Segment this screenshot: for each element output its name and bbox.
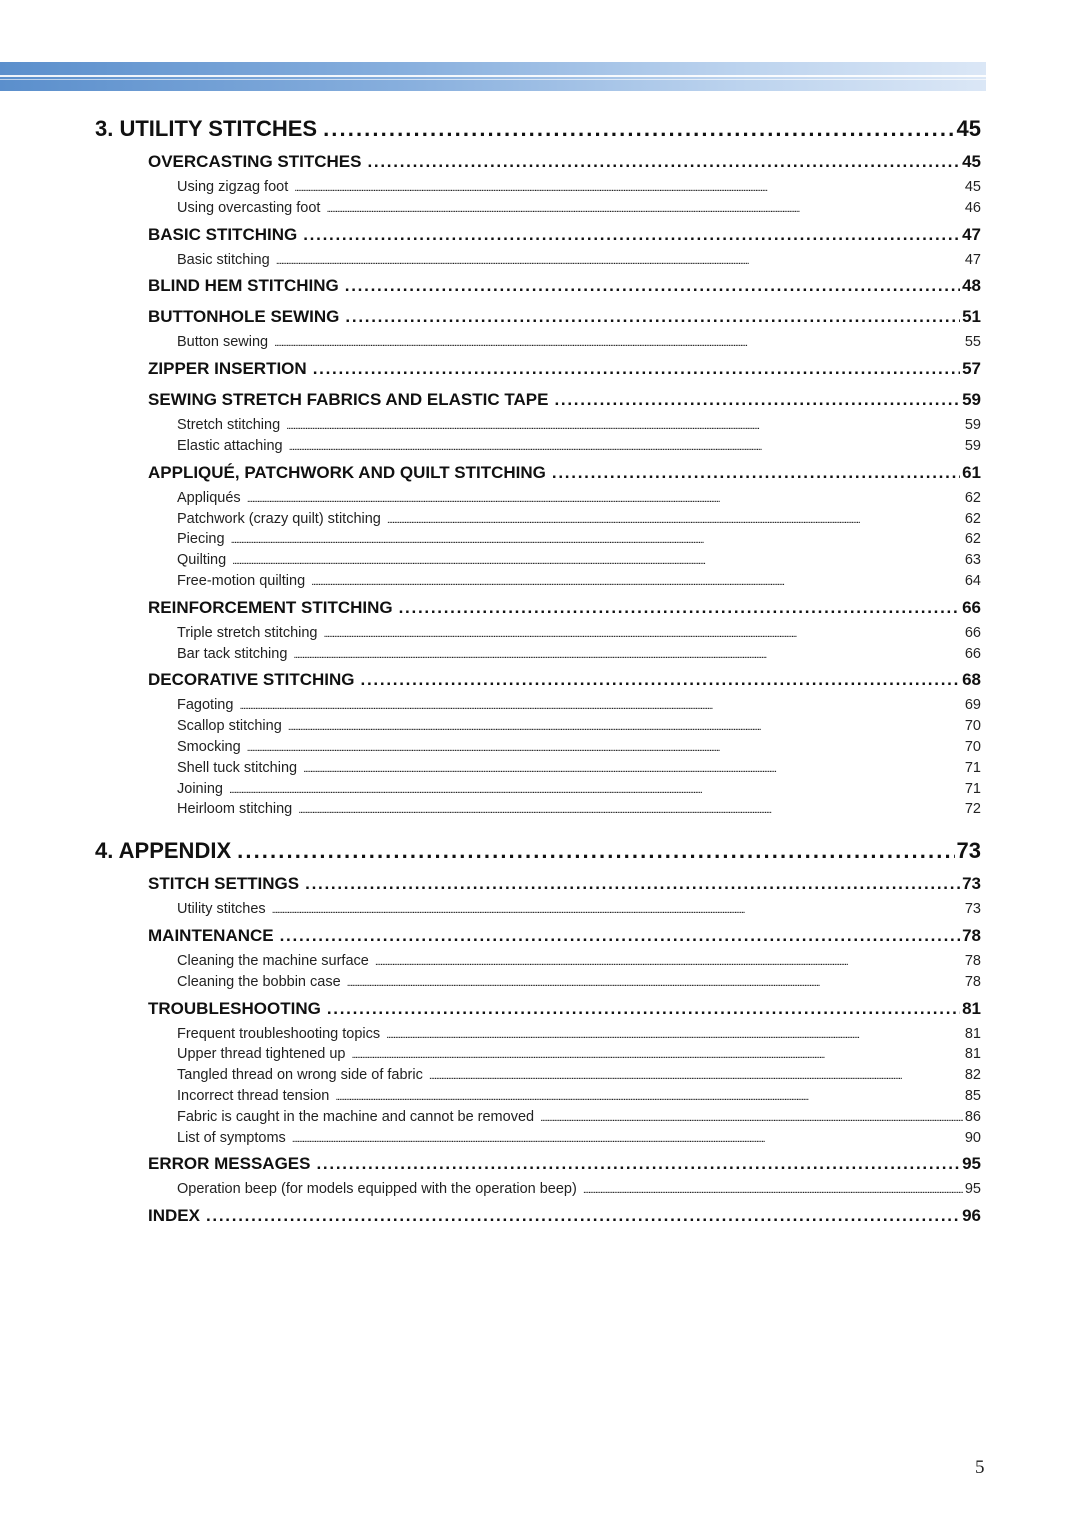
toc-section[interactable] — [95, 592, 981, 623]
toc-section-title: DECORATIVE STITCHING — [148, 670, 355, 690]
toc-entry-title: Using zigzag foot — [177, 179, 289, 195]
toc-entry[interactable] — [95, 198, 981, 219]
header-band-line — [0, 75, 986, 77]
toc-entry-title: Heirloom stitching — [177, 801, 293, 818]
dot-leader — [286, 415, 963, 436]
toc-entry-page: 78 — [964, 952, 981, 969]
toc-entry-title: Stretch stitching — [177, 417, 281, 434]
toc-entry[interactable] — [95, 1065, 981, 1086]
toc-chapter-title: 3. UTILITY STITCHES — [95, 116, 318, 141]
toc-section[interactable] — [95, 664, 981, 695]
toc-entry-title: Fagoting — [177, 697, 234, 714]
toc-section[interactable] — [95, 301, 981, 332]
toc-entry-title: Fabric is caught in the machine and cannot be removed — [177, 1108, 535, 1125]
toc-entry-title: Utility stitches — [177, 901, 266, 918]
toc-entry[interactable] — [95, 177, 981, 198]
toc-section-page: 57 — [962, 359, 981, 379]
toc-section-title: BUTTONHOLE SEWING — [148, 307, 340, 327]
toc-section-page: 95 — [962, 1154, 981, 1174]
toc-section-title: STITCH SETTINGS — [148, 874, 300, 894]
header-band — [0, 62, 986, 91]
dot-leader — [288, 716, 963, 737]
toc-entry-page: 85 — [964, 1087, 981, 1104]
toc-chapter-page: 45 — [956, 116, 981, 141]
dot-leader — [294, 177, 963, 198]
toc-entry[interactable] — [95, 1107, 981, 1128]
toc-entry-page: 62 — [964, 489, 981, 506]
toc-entry-page: 81 — [964, 1025, 981, 1042]
toc-entry-title: Operation beep (for models equipped with the operation beep) — [177, 1181, 577, 1198]
toc-entry[interactable] — [95, 415, 981, 436]
dot-leader — [232, 550, 963, 571]
toc-entry-title: Incorrect thread tension — [177, 1087, 330, 1104]
toc-entry-page: 69 — [964, 697, 981, 714]
toc-section-page: 59 — [962, 390, 981, 410]
toc-entry[interactable] — [95, 1044, 981, 1065]
toc-section-title: REINFORCEMENT STITCHING — [148, 597, 393, 617]
toc-entry[interactable] — [95, 509, 981, 530]
dot-leader — [367, 146, 960, 177]
dot-leader — [345, 301, 960, 332]
dot-leader — [335, 1086, 963, 1107]
toc-entry-page: 73 — [964, 901, 981, 918]
dot-leader — [247, 737, 963, 758]
dot-leader — [298, 799, 963, 820]
toc-entry-page: 55 — [964, 334, 981, 351]
toc-entry[interactable] — [95, 799, 981, 820]
toc-entry-title: Piecing — [177, 531, 225, 548]
toc-section-page: 73 — [962, 874, 981, 894]
toc-section-page: 61 — [962, 462, 981, 482]
toc-chapter[interactable] — [95, 834, 981, 868]
dot-leader — [347, 972, 963, 993]
toc-entry-title: Patchwork (crazy quilt) stitching — [177, 510, 381, 527]
toc-entry-page: 64 — [964, 572, 981, 589]
toc-section[interactable] — [95, 270, 981, 301]
dot-leader — [229, 779, 963, 800]
toc-entry-title: Cleaning the machine surface — [177, 952, 369, 969]
dot-leader — [386, 1024, 963, 1045]
dot-leader — [345, 270, 960, 301]
dot-leader — [231, 529, 963, 550]
toc-entry-title: Basic stitching — [177, 251, 270, 268]
dot-leader — [272, 899, 963, 920]
dot-leader — [540, 1107, 963, 1128]
toc-entry[interactable] — [95, 972, 981, 993]
toc-section-title: INDEX — [148, 1206, 200, 1226]
toc-section[interactable] — [95, 384, 981, 415]
toc-entry-title: Upper thread tightened up — [177, 1046, 346, 1063]
toc-entry[interactable] — [95, 332, 981, 353]
toc-section-title: MAINTENANCE — [148, 925, 274, 945]
toc-entry-page: 86 — [964, 1108, 981, 1125]
toc-section-title: ZIPPER INSERTION — [148, 359, 307, 379]
dot-leader — [206, 1200, 960, 1231]
toc-entry-page: 66 — [964, 645, 981, 662]
toc-section-title: BASIC STITCHING — [148, 224, 298, 244]
dot-leader — [274, 332, 963, 353]
toc-entry-title: Appliqués — [177, 489, 241, 506]
toc-entry-page: 81 — [964, 1046, 981, 1063]
toc-section-title: APPLIQUÉ, PATCHWORK AND QUILT STITCHING — [148, 462, 546, 482]
dot-leader — [247, 488, 963, 509]
dot-leader — [289, 436, 963, 457]
toc-section[interactable] — [95, 868, 981, 899]
dot-leader — [303, 758, 963, 779]
dot-leader — [554, 384, 960, 415]
toc-section[interactable] — [95, 920, 981, 951]
toc-section-page: 51 — [962, 307, 981, 327]
dot-leader — [237, 834, 954, 868]
toc-entry[interactable] — [95, 488, 981, 509]
dot-leader — [292, 1128, 963, 1149]
toc-entry-title: Joining — [177, 780, 223, 797]
toc-entry-title: Frequent troubleshooting topics — [177, 1025, 381, 1042]
toc-entry-page: 62 — [964, 531, 981, 548]
toc-entry-title: List of symptoms — [177, 1129, 286, 1146]
dot-leader — [583, 1179, 963, 1200]
toc-section-title: TROUBLESHOOTING — [148, 998, 321, 1018]
toc-section-page: 48 — [962, 276, 981, 296]
dot-leader — [316, 1148, 960, 1179]
toc-section-page: 81 — [962, 998, 981, 1018]
toc-section[interactable] — [95, 993, 981, 1024]
toc-entry[interactable] — [95, 737, 981, 758]
toc-entry-title: Using overcasting foot — [177, 199, 321, 216]
dot-leader — [293, 644, 962, 665]
dot-leader — [375, 951, 963, 972]
toc-chapter-page: 73 — [956, 838, 981, 864]
toc-entry-page: 71 — [964, 759, 981, 776]
toc-section-page: 47 — [962, 224, 981, 244]
toc-entry-page: 82 — [964, 1067, 981, 1084]
toc-entry[interactable] — [95, 695, 981, 716]
toc-entry-page: 66 — [964, 624, 981, 641]
toc-section-title: SEWING STRETCH FABRICS AND ELASTIC TAPE — [148, 390, 549, 410]
toc-entry-title: Button sewing — [177, 334, 269, 351]
toc-entry-title: Scallop stitching — [177, 718, 282, 735]
dot-leader — [303, 219, 960, 250]
dot-leader — [352, 1044, 963, 1065]
toc-section[interactable] — [95, 353, 981, 384]
dot-leader — [276, 250, 963, 271]
toc-entry-title: Quilting — [177, 552, 227, 569]
toc-entry[interactable] — [95, 529, 981, 550]
toc-section-page: 78 — [962, 925, 981, 945]
toc-section[interactable] — [95, 219, 981, 250]
dot-leader — [239, 695, 962, 716]
dot-leader — [552, 457, 960, 488]
toc-section[interactable] — [95, 1200, 981, 1231]
header-band-line — [0, 79, 986, 80]
toc-section-title: ERROR MESSAGES — [148, 1154, 311, 1174]
toc-entry[interactable] — [95, 1024, 981, 1045]
toc-section-page: 68 — [962, 670, 981, 690]
dot-leader — [311, 571, 963, 592]
toc-entry[interactable] — [95, 779, 981, 800]
toc-entry-page: 71 — [964, 780, 981, 797]
toc-section[interactable] — [95, 1148, 981, 1179]
toc-entry-title: Shell tuck stitching — [177, 759, 298, 776]
toc-entry-page: 63 — [964, 552, 981, 569]
toc-entry[interactable] — [95, 1086, 981, 1107]
toc-entry-page: 70 — [964, 718, 981, 735]
toc-entry-title: Elastic attaching — [177, 437, 283, 454]
table-of-contents — [95, 112, 981, 1231]
toc-entry[interactable] — [95, 716, 981, 737]
dot-leader — [327, 993, 960, 1024]
toc-entry-page: 45 — [964, 179, 981, 195]
dot-leader — [361, 664, 961, 695]
toc-entry[interactable] — [95, 623, 981, 644]
toc-entry[interactable] — [95, 550, 981, 571]
toc-section-title: OVERCASTING STITCHES — [148, 152, 362, 171]
toc-entry-page: 90 — [964, 1129, 981, 1146]
toc-entry-page: 78 — [964, 973, 981, 990]
toc-entry-title: Cleaning the bobbin case — [177, 973, 341, 990]
dot-leader — [313, 353, 960, 384]
toc-entry-page: 95 — [964, 1181, 981, 1198]
toc-entry-title: Tangled thread on wrong side of fabric — [177, 1067, 423, 1084]
dot-leader — [387, 509, 963, 530]
toc-section-page: 66 — [962, 597, 981, 617]
toc-entry[interactable] — [95, 951, 981, 972]
page-number: 5 — [975, 1457, 985, 1478]
dot-leader — [399, 592, 960, 623]
toc-entry-page: 72 — [964, 801, 981, 818]
toc-entry-title: Bar tack stitching — [177, 645, 288, 662]
toc-entry[interactable] — [95, 758, 981, 779]
dot-leader — [323, 623, 962, 644]
toc-chapter-title: 4. APPENDIX — [95, 838, 232, 864]
toc-entry-page: 62 — [964, 510, 981, 527]
toc-entry[interactable] — [95, 250, 981, 271]
dot-leader — [280, 920, 960, 951]
toc-section-page: 45 — [962, 152, 981, 171]
toc-entry[interactable] — [95, 1128, 981, 1149]
toc-entry-page: 47 — [964, 251, 981, 268]
toc-section-page: 96 — [962, 1206, 981, 1226]
toc-entry-title: Smocking — [177, 738, 241, 755]
toc-section-title: BLIND HEM STITCHING — [148, 276, 339, 296]
dot-leader — [305, 868, 960, 899]
toc-entry-page: 59 — [964, 437, 981, 454]
dot-leader — [429, 1065, 963, 1086]
toc-entry[interactable] — [95, 436, 981, 457]
dot-leader — [326, 198, 962, 219]
toc-entry-page: 59 — [964, 417, 981, 434]
toc-chapter[interactable] — [95, 112, 981, 146]
toc-entry-page: 70 — [964, 738, 981, 755]
toc-entry[interactable] — [95, 1179, 981, 1200]
toc-entry[interactable] — [95, 571, 981, 592]
toc-entry-title: Free-motion quilting — [177, 572, 306, 589]
toc-section[interactable] — [95, 457, 981, 488]
toc-entry[interactable] — [95, 644, 981, 665]
toc-entry-title: Triple stretch stitching — [177, 624, 318, 641]
toc-section[interactable] — [95, 146, 981, 177]
toc-entry-page: 46 — [964, 199, 981, 216]
dot-leader — [323, 112, 954, 146]
toc-entry[interactable] — [95, 899, 981, 920]
